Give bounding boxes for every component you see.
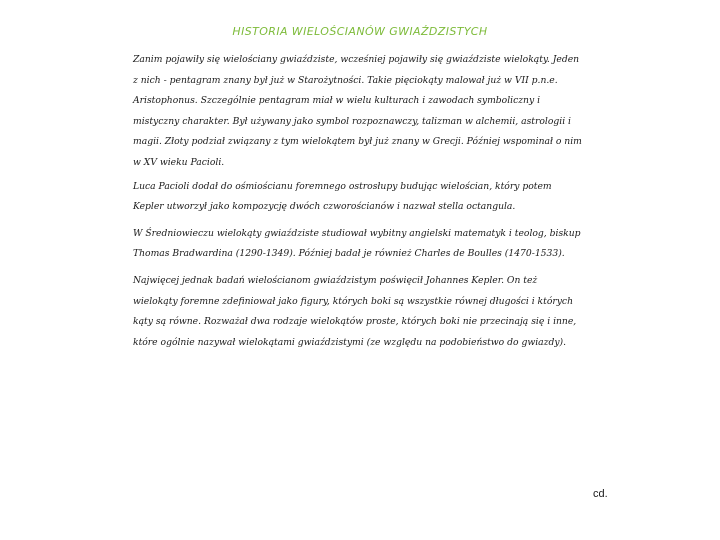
paragraph-pacioli: Luca Pacioli dodał do ośmiościanu foremnego ostrosłupy budując wielościan, który potem Kepler utworzył jako kompozycję dwóch czworościanów i nazwał stella octangula. [133,180,552,213]
paragraph-pentagram: Zanim pojawiły się wielościany gwiaździste, wcześniej pojawiły się gwiaździste wielokąty. Jeden z nich - pentagram znany był już w Starożytności. Takie pięciokąty malował już w VII p.n.e. Aristophonus. Szczególnie pentagram miał w wielu kulturach i zawodach symboliczny i mistyczny charakter. Był używany jako symbol rozpoznawczy, talizman w alchemii, astrologii i magii. Złoty podział związany z tym wielokątem był już znany w Grecji. Później wspominał o nim w XV wieku Pacioli. [133,54,582,168]
text-body [133,50,583,353]
slide-title: HISTORIA WIELOŚCIANÓW GWIAŹDZISTYCH [232,25,488,38]
continuation-label: cd. [593,488,608,500]
paragraph-middle-ages: W Średniowieczu wielokąty gwiaździste studiował wybitny angielski matematyk i teolog, biskup Thomas Bradwardina (1290-1349). Później badał je również Charles de Boulles (1470-1533). [133,227,581,260]
paragraph-kepler: Najwięcej jednak badań wielościanom gwiaździstym poświęcił Johannes Kepler. On też wielokąty foremne zdefiniował jako figury, których boki są wszystkie równej długości i których kąty są równe. Rozważał dwa rodzaje wielokątów proste, których boki nie przecinają się i inne, które ogólnie nazywał wielokątami gwiaździstymi (ze względu na podobieństwo do gwiazdy). [133,274,577,348]
